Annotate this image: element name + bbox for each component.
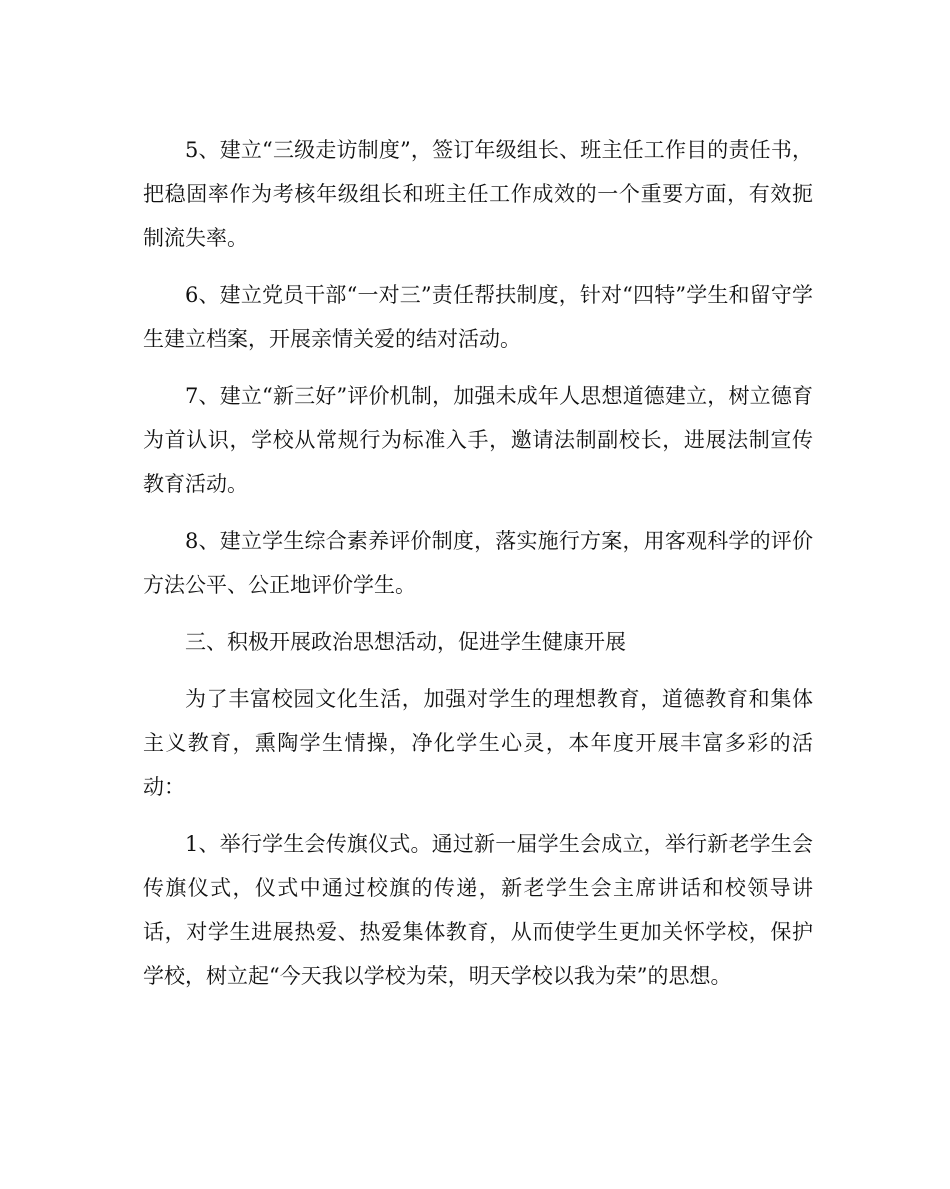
paragraph-activity-1: 1、举行学生会传旗仪式。通过新一届学生会成立，举行新老学生会传旗仪式，仪式中通过校旗的传递，新老学生会主席讲话和校领导讲话，对学生进展热爱、热爱集体教育，从而使学生更加关怀学校，保护学校，树立起“今天我以学校为荣，明天学校以我为荣”的思想。 <box>143 832 813 988</box>
paragraph-item-8: 8、建立学生综合素养评价制度，落实施行方案，用客观科学的评价方法公平、公正地评价学生。 <box>143 529 813 597</box>
paragraph-intro: 为了丰富校园文化生活，加强对学生的理想教育，道德教育和集体主义教育，熏陶学生情操，净化学生心灵，本年度开展丰富多彩的活动： <box>143 687 813 799</box>
paragraph-item-5: 5、建立“三级走访制度”，签订年级组长、班主任工作目的责任书，把稳固率作为考核年级组长和班主任工作成效的一个重要方面，有效扼制流失率。 <box>143 138 813 250</box>
paragraph-item-6: 6、建立党员干部“一对三”责任帮扶制度，针对“四特”学生和留守学生建立档案，开展亲情关爱的结对活动。 <box>143 283 813 351</box>
paragraph-item-7: 7、建立“新三好”评价机制，加强未成年人思想道德建立，树立德育为首认识，学校从常规行为标准入手，邀请法制副校长，进展法制宣传教育活动。 <box>143 384 813 496</box>
section-heading-3: 三、积极开展政治思想活动，促进学生健康开展 <box>185 630 626 654</box>
document-body <box>143 128 813 1011</box>
